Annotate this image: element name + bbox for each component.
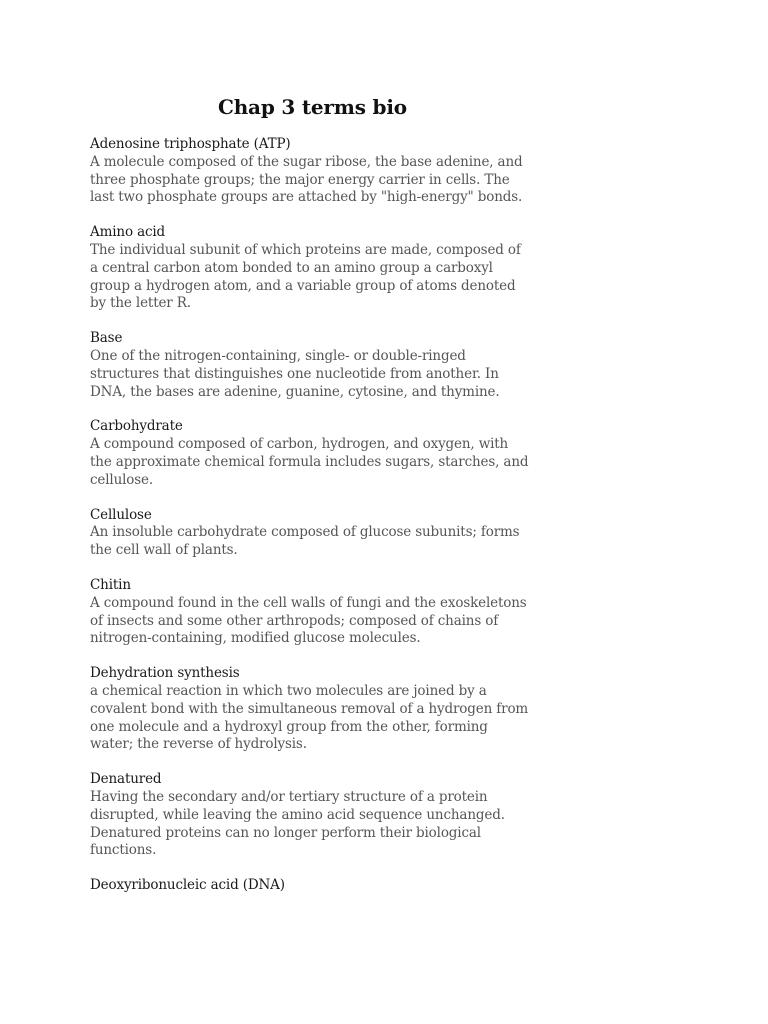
term-definition-line: functions. [90,842,157,859]
term-name: Adenosine triphosphate (ATP) [90,136,291,152]
term-entry [90,665,530,754]
term-definition-line: A molecule composed of the sugar ribose, the base adenine, and [90,153,523,170]
term-definition-line: the approximate chemical formula includes sugars, starches, and [90,453,529,470]
term-definition-line: DNA, the bases are adenine, guanine, cytosine, and thymine. [90,383,500,400]
term-definition-line: An insoluble carbohydrate composed of glucose subunits; forms [90,524,520,541]
term-definition-line: a central carbon atom bonded to an amino group a carboxyl [90,259,493,276]
term-definition-line: one molecule and a hydroxyl group from the other, forming [90,718,488,735]
term-definition-line: The individual subunit of which proteins are made, composed of [90,241,521,258]
term-entry [90,136,530,207]
term-definition-line: by the letter R. [90,295,191,312]
term-definition-line: a chemical reaction in which two molecules are joined by a [90,682,487,699]
term-name: Base [90,330,123,347]
term-list [90,136,530,912]
term-definition-line: three phosphate groups; the major energy carrier in cells. The [90,171,510,188]
term-definition-line: covalent bond with the simultaneous removal of a hydrogen from [90,700,529,717]
term-entry [90,418,530,489]
term-name: Carbohydrate [90,418,183,435]
document-title: Chap 3 terms bio [218,95,407,119]
term-entry [90,771,530,860]
term-entry [90,507,530,560]
term-name: Chitin [90,576,131,593]
term-definition-line: A compound found in the cell walls of fungi and the exoskeletons [90,594,527,611]
term-name: Dehydration synthesis [90,665,240,682]
term-definition-line: group a hydrogen atom, and a variable group of atoms denoted [90,277,516,294]
term-definition-line: One of the nitrogen-containing, single- or double-ringed [90,347,466,364]
term-name: Denatured [90,771,162,788]
term-definition-line: structures that distinguishes one nucleotide from another. In [90,365,499,382]
term-entry [90,877,530,895]
term-name: Deoxyribonucleic acid (DNA) [90,877,285,894]
term-name: Amino acid [90,224,166,241]
term-definition-line: nitrogen-containing, modified glucose molecules. [90,630,421,647]
term-definition-line: A compound composed of carbon, hydrogen, and oxygen, with [90,436,509,453]
term-entry [90,330,530,401]
term-definition-line: of insects and some other arthropods; composed of chains of [90,612,499,629]
term-definition-line: the cell wall of plants. [90,542,238,559]
term-definition-line: Having the secondary and/or tertiary structure of a protein [90,788,488,805]
term-definition-line: Denatured proteins can no longer perform their biological [90,824,481,841]
term-definition-line: disrupted, while leaving the amino acid sequence unchanged. [90,806,505,823]
term-entry [90,224,530,313]
term-entry [90,577,530,648]
term-definition-line: last two phosphate groups are attached by "high-energy" bonds. [90,189,523,206]
term-definition-line: water; the reverse of hydrolysis. [90,736,307,753]
term-definition-line: cellulose. [90,471,154,488]
term-name: Cellulose [90,506,152,523]
